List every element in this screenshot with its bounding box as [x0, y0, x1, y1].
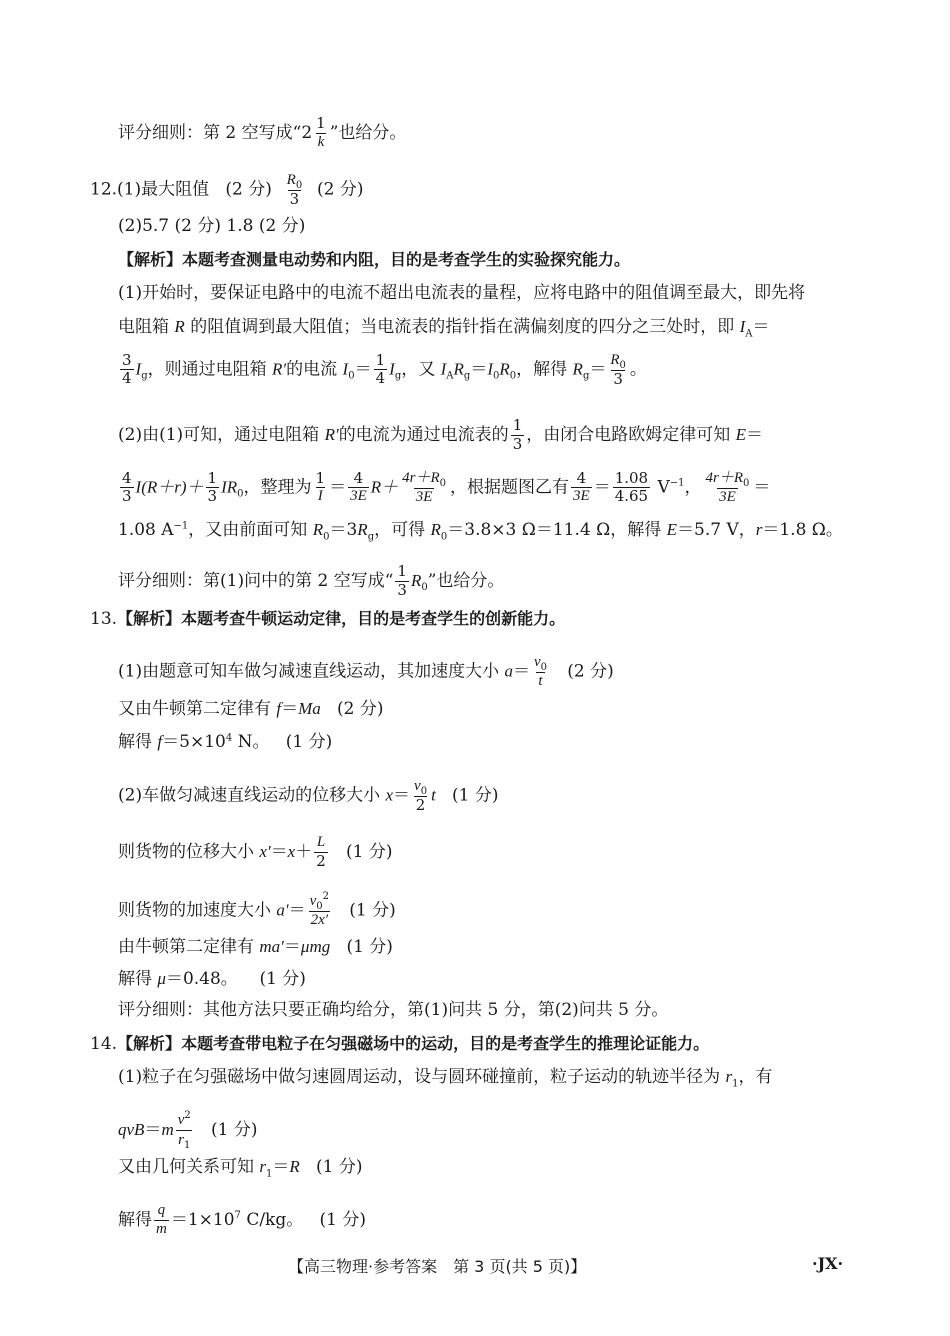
q12-paragraph-4: (2)由(1)可知，通过电阻箱 R′的电流为通过电流表的 $\frac{1}{3}$ ，由闭合电路欧姆定律可知 E＝: [118, 416, 764, 453]
fraction: $\frac{4r+R_0}{3E}$: [402, 470, 447, 505]
q14-analysis-heading: 14.【解析】本题考查带电粒子在匀强磁场中的运动，目的是考查学生的推理论证能力。: [90, 1034, 710, 1054]
fraction: $\frac{1}{3}$: [512, 416, 523, 453]
question-number: 12.: [90, 179, 118, 200]
q13-line-4: (2)车做匀减速直线运动的位移大小 x＝ $\frac{v_0}{2}$ t (1 分): [118, 778, 499, 814]
fraction: $\frac{v_0}{t}$: [533, 654, 548, 689]
fraction: $\frac{L}{2}$: [316, 834, 326, 870]
q13-analysis-heading: 13.【解析】本题考查牛顿运动定律，目的是考查学生的创新能力。: [90, 609, 566, 629]
fraction: $\frac{1}{3}$: [397, 562, 407, 599]
q12-paragraph-5: $\frac{4}{3}$ I(R＋r)＋ $\frac{1}{3}$ $IR_0$，整理为 $\frac{1}{I}$ ＝ $\frac{4}{3E}$ R＋ $\frac{4r+R_0}{3E}$ ，根据题图乙有 $\frac{4}{3E}$ ＝ $\frac{1.08}{4.65}$ $V^{-1}$， $\frac{4r+R_0}{3E}$ ＝: [122, 468, 771, 506]
fraction: $\frac{1}{4}$: [375, 350, 386, 388]
q12-part2: (2)5.7 (2 分) 1.8 (2 分): [118, 216, 306, 236]
q13-line-5: 则货物的位移大小 x′＝x＋ $\frac{L}{2}$ (1 分): [118, 834, 393, 870]
scoring-note-1: 评分细则：第 2 空写成“2 $\frac{1}{k}$ ”也给分。: [118, 114, 407, 150]
q14-line-2: qvB＝m $\frac{v^2}{r_1}$ (1 分): [118, 1110, 258, 1151]
q13-line-8: 解得 μ＝0.48。 (1 分): [118, 969, 306, 989]
fraction: $\frac{4r+R_0}{3E}$: [705, 470, 750, 505]
fraction: $\frac{R_0}{3}$: [286, 172, 303, 208]
fraction: $\frac{1.08}{4.65}$: [614, 468, 649, 506]
q14-line-4: 解得 $\frac{q}{m}$ $=1\times 10^7$ C/kg。 (1 分): [118, 1202, 366, 1237]
q12-paragraph-2: 电阻箱 R 的阻值调到最大阻值；当电流表的指针指在满偏刻度的四分之三处时，即 $I_A=$: [118, 317, 770, 340]
q13-line-2: 又由牛顿第二定律有 f＝Ma (2 分): [118, 699, 384, 719]
q14-line-1: (1)粒子在匀强磁场中做匀速圆周运动，设与圆环碰撞前，粒子运动的轨迹半径为 $r_1$，有: [118, 1067, 773, 1090]
fraction: $\frac{R_0}{3}$: [610, 352, 626, 388]
q13-scoring-note: 评分细则：其他方法只要正确均给分，第(1)问共 5 分，第(2)问共 5 分。: [118, 1000, 669, 1020]
fraction: $\frac{1}{3}$: [207, 468, 218, 506]
q12-analysis-heading: 【解析】本题考查测量电动势和内阻，目的是考查学生的实验探究能力。: [118, 250, 631, 269]
q12-paragraph-6: 1.08 $A^{-1}$，又由前面可知 $R_0=3R_g$，可得 $R_0=3.8\times 3$ Ω＝11.4 Ω，解得 E＝5.7 V，r＝1.8 Ω。: [118, 520, 843, 543]
fraction: $\frac{q}{m}$: [156, 1202, 167, 1237]
q12-part1: 12.(1)最大阻值 (2 分) $\frac{R_0}{3}$ (2 分): [90, 172, 364, 208]
question-number: 13.: [90, 609, 118, 629]
q12-paragraph-1: (1)开始时，要保证电路中的电流不超出电流表的量程，应将电路中的阻值调至最大，即先将: [118, 283, 806, 303]
fraction: $\frac{4}{3E}$: [350, 468, 367, 505]
fraction: $\frac{1}{k}$: [316, 114, 326, 150]
fraction: $\frac{v_0^2}{2x'}$: [309, 891, 330, 928]
region-code: ·JX·: [812, 1254, 844, 1273]
fraction: $\frac{3}{4}$: [122, 350, 132, 388]
fraction: $\frac{4}{3E}$: [573, 468, 590, 505]
fraction: $\frac{4}{3}$: [122, 468, 132, 506]
q13-line-3: 解得 $f=5\times 10^4$ N。 (1 分): [118, 732, 333, 752]
page-footer: 【高三物理·参考答案 第 3 页(共 5 页)】: [288, 1257, 587, 1276]
scoring-note-2: 评分细则：第(1)问中的第 2 空写成“ $\frac{1}{3}$ $R_0$”也给分。: [118, 562, 505, 599]
fraction: $\frac{v_0}{2}$: [414, 778, 428, 814]
q13-line-1: (1)由题意可知车做匀减速直线运动，其加速度大小 a＝ $\frac{v_0}{t}$ (2 分): [118, 654, 614, 689]
fraction: $\frac{1}{I}$: [315, 468, 326, 505]
q14-line-3: 又由几何关系可知 $r_1=R$ (1 分): [118, 1157, 363, 1180]
question-number: 14.: [90, 1034, 118, 1054]
q13-line-6: 则货物的加速度大小 a′＝ $\frac{v_0^2}{2x'}$ (1 分): [118, 891, 396, 928]
fraction: $\frac{v^2}{r_1}$: [177, 1110, 191, 1151]
q12-paragraph-3: $\frac{3}{4}$ $I_g$，则通过电阻箱 R′的电流 $I_0=$ $\frac{1}{4}$ $I_g$，又 $I_AR_g=I_0R_0$，解得 $R_g=$ $\frac{R_0}{3}$ 。: [122, 350, 647, 388]
q13-line-7: 由牛顿第二定律有 ma′＝μmg (1 分): [118, 937, 393, 957]
